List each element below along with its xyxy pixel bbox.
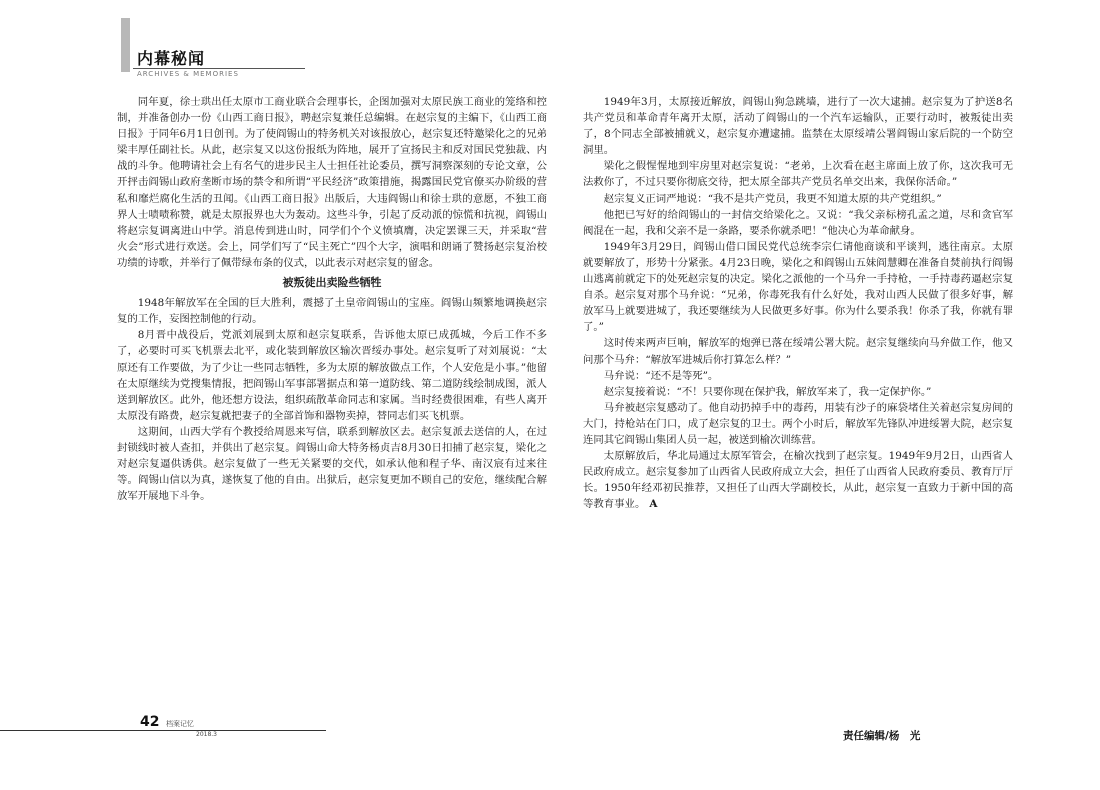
- paragraph: 1949年3月29日，阎锡山借口国民党代总统李宗仁请他商谈和平谈判，逃往南京。太原就要解放了，形势十分紧张。4月23日晚，梁化之和阎锡山五妹阎慧卿在准备自焚前执行阎锡山逃离前就定下的处死赵宗复的决定。梁化之派他的一个马弁一手持枪，一手持毒药逼赵宗复自杀。赵宗复对那个马弁说：“兄弟，你毒死我有什么好处，我对山西人民做了很多好事，解放军马上就要进城了，我还要继续为人民做更多好事。你为什么要杀我！你杀了我，你就有罪了。”: [583, 240, 1013, 334]
- paragraph: 8月晋中战役后，党派刘展到太原和赵宗复联系，告诉他太原已成孤城，今后工作不多了，必要时可买飞机票去北平，或化装到解放区输次晋绥办事处。赵宗复听了对刘展说：“太原还有工作要做，为了少让一些同志牺牲，多为太原的解放做点工作，个人安危是小事。”他留在太原继续为党搜集情报，把阎锡山军事部署据点和第一道防线、第二道防线绘制成图，派人送到解放区。此外，他还想方设法，组织疏散革命同志和家属。当时经费很困难，有些人离开太原没有路费，赵宗复就把妻子的全部首饰和器物卖掉，替同志们买飞机票。: [117, 329, 547, 422]
- subheading: 被叛徒出卖险些牺牲: [282, 276, 382, 290]
- section-rule: [133, 68, 305, 69]
- page-number: 42: [140, 714, 160, 730]
- paragraph: 赵宗复接着说：“不！只要你现在保护我，解放军来了，我一定保护你。”: [603, 385, 932, 398]
- paragraph: 1949年3月，太原接近解放，阎锡山狗急跳墙，进行了一次大逮捕。赵宗复为了护送8名共产党员和革命青年离开太原，活动了阎锡山的一个汽车运输队，正要行动时，被叛徒出卖了，8个同志全部被捕就义，赵宗复亦遭逮捕。监禁在太原绥靖公署阎锡山家后院的一个防空洞里。: [583, 96, 1013, 157]
- paragraph: 梁化之假惺惺地到牢房里对赵宗复说：“老弟，上次看在赵主席面上放了你，这次我可无法救你了，不过只要你彻底交待，把太原全部共产党员名单交出来，我保你活命。”: [583, 160, 1013, 189]
- paragraph: 1948年解放军在全国的巨大胜利，震撼了土皇帝阎锡山的宝座。阎锡山频繁地调换赵宗复的工作，妄图控制他的行动。: [117, 297, 547, 326]
- section-title: 内幕秘闻: [137, 49, 206, 68]
- paragraph: 马弁说：“还不是等死”。: [603, 369, 719, 382]
- responsible-editor: 责任编辑/杨 光: [843, 730, 921, 742]
- header-accent-bar: [121, 18, 130, 72]
- paragraph: 马弁被赵宗复感动了。他自动扔掉手中的毒药，用装有沙子的麻袋堵住关着赵宗复房间的大门，持枪站在门口，成了赵宗复的卫士。两个小时后，解放军先锋队冲进绥署大院，赵宗复连同其它阎锡山集团人员一起，被送到榆次训练营。: [583, 401, 1013, 446]
- paragraph-text: 太原解放后，华北局通过太原军管会，在榆次找到了赵宗复。1949年9月2日，山西省人民政府成立。赵宗复参加了山西省人民政府成立大会，担任了山西省人民政府委员、教育厅厅长。1950年经邓初民推荐，又担任了山西大学副校长，从此，赵宗复一直致力于新中国的高等教育事业。: [583, 450, 1013, 511]
- paragraph: 赵宗复义正词严地说：“我不是共产党员，我更不知道太原的共产党组织。”: [603, 192, 942, 205]
- section-subtitle: ARCHIVES & MEMORIES: [137, 70, 239, 78]
- end-mark-icon: A: [649, 498, 658, 511]
- left-column: [117, 94, 547, 504]
- issue-number: 2018.3: [196, 731, 217, 738]
- right-column: [583, 94, 1013, 512]
- paragraph: 这时传来两声巨响，解放军的炮弹已落在绥靖公署大院。赵宗复继续向马弁做工作，他又问那个马弁：“解放军进城后你打算怎么样？”: [583, 337, 1013, 366]
- magazine-name: 档案记忆: [166, 720, 194, 728]
- footer-rule: [0, 730, 326, 731]
- paragraph: 这期间，山西大学有个教授给周恩来写信，联系到解放区去。赵宗复派去送信的人，在过封锁线时被人查扣，并供出了赵宗复。阎锡山命大特务杨贞吉8月30日扣捕了赵宗复，梁化之对赵宗复逼供诱供。赵宗复做了一些无关紧要的交代，如承认他和程子华、南汉宸有过来往等。阎锡山信以为真，遂恢复了他的自由。出狱后，赵宗复更加不顾自己的安危，继续配合解放军开展地下斗争。: [117, 425, 547, 503]
- final-paragraph: [583, 448, 1013, 512]
- paragraph: 他把已写好的给阎锡山的一封信交给梁化之。又说：“我父亲标榜孔孟之道，尽和贪官军阀混在一起，我和父亲不是一条路，要杀你就杀吧！”他决心为革命献身。: [583, 208, 1013, 237]
- paragraph: 同年夏，徐士珙出任太原市工商业联合会理事长，企图加强对太原民族工商业的笼络和控制，并准备创办一份《山西工商日报》，聘赵宗复兼任总编辑。在赵宗复的主编下，《山西工商日报》于同年6月1日创刊。为了使阎锡山的特务机关对该报放心，赵宗复还特邀梁化之的兄弟梁丰厚任副社长。从此，赵宗复又以这份报纸为阵地，展开了宣扬民主和反对国民党独裁、内战的斗争。他聘请社会上有名气的进步民主人士担任社论委员，撰写洞察深刻的专论文章，公开抨击阎锡山政府垄断市场的禁令和所谓“平民经济”政策措施，揭露国民党官僚买办阶级的营私和靡烂腐化生活的丑闻。《山西工商日报》出版后，大违阎锡山和徐士珙的意愿，不独工商界人士啧啧称赞，就是太原报界也大为轰动。这些斗争，引起了反动派的惊慌和抗视，阎锡山将赵宗复调离进山中学。消息传到进山时，同学们个个义愤填膺，决定罢课三天，并采取“营火会”形式进行欢送。会上，同学们写了“民主死亡”四个大字，演唱和朗诵了赞扬赵宗复治校功绩的诗歌，并举行了佩带绿布条的仪式，以此表示对赵宗复的留念。: [117, 96, 547, 269]
